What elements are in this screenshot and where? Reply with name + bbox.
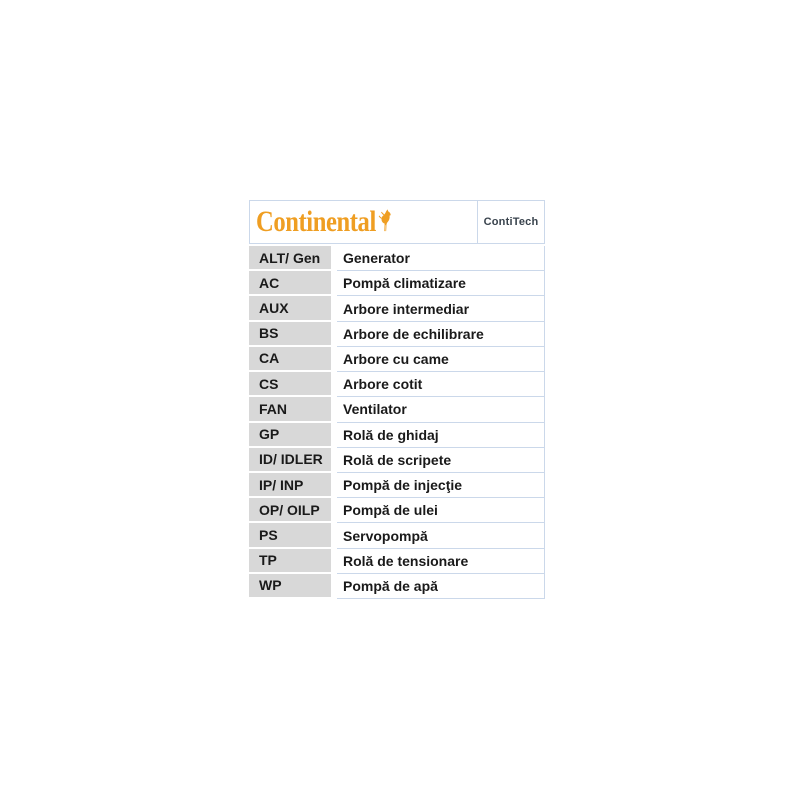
abbr-cell: ID/ IDLER (249, 448, 331, 473)
table-row (249, 397, 545, 422)
abbr-cell: BS (249, 322, 331, 347)
abbr-cell: GP (249, 423, 331, 448)
contitech-label: ContiTech (483, 216, 539, 228)
desc-cell: Pompă de injecţie (337, 473, 545, 498)
continental-logo-text: Continental (256, 205, 376, 238)
abbr-cell: OP/ OILP (249, 498, 331, 523)
table-row (249, 296, 545, 321)
table-row (249, 498, 545, 523)
table-row (249, 448, 545, 473)
desc-cell: Generator (337, 246, 545, 271)
continental-logo (256, 207, 394, 237)
abbr-cell: IP/ INP (249, 473, 331, 498)
desc-cell: Arbore cu came (337, 347, 545, 372)
table-row (249, 246, 545, 271)
abbr-cell: FAN (249, 397, 331, 422)
table-row (249, 549, 545, 574)
abbr-cell: PS (249, 523, 331, 548)
abbr-cell: AUX (249, 296, 331, 321)
abbr-cell: ALT/ Gen (249, 246, 331, 271)
abbr-cell: WP (249, 574, 331, 599)
table-header (249, 200, 545, 244)
brand-cell (478, 201, 544, 243)
legend-table (249, 200, 545, 599)
abbr-cell: AC (249, 271, 331, 296)
desc-cell: Arbore de echilibrare (337, 322, 545, 347)
desc-cell: Pompă de ulei (337, 498, 545, 523)
desc-cell: Arbore cotit (337, 372, 545, 397)
desc-cell: Rolă de scripete (337, 448, 545, 473)
abbr-cell: CS (249, 372, 331, 397)
desc-cell: Rolă de tensionare (337, 549, 545, 574)
abbr-cell: CA (249, 347, 331, 372)
abbr-cell: TP (249, 549, 331, 574)
table-row (249, 271, 545, 296)
table-row (249, 372, 545, 397)
desc-cell: Pompă climatizare (337, 271, 545, 296)
table-row (249, 574, 545, 599)
legend-rows (249, 246, 545, 599)
desc-cell: Servopompă (337, 523, 545, 548)
table-row (249, 523, 545, 548)
table-row (249, 473, 545, 498)
desc-cell: Rolă de ghidaj (337, 423, 545, 448)
table-row (249, 347, 545, 372)
horse-icon (378, 207, 394, 233)
logo-cell (250, 201, 478, 243)
table-row (249, 423, 545, 448)
desc-cell: Ventilator (337, 397, 545, 422)
desc-cell: Arbore intermediar (337, 296, 545, 321)
table-row (249, 322, 545, 347)
desc-cell: Pompă de apă (337, 574, 545, 599)
